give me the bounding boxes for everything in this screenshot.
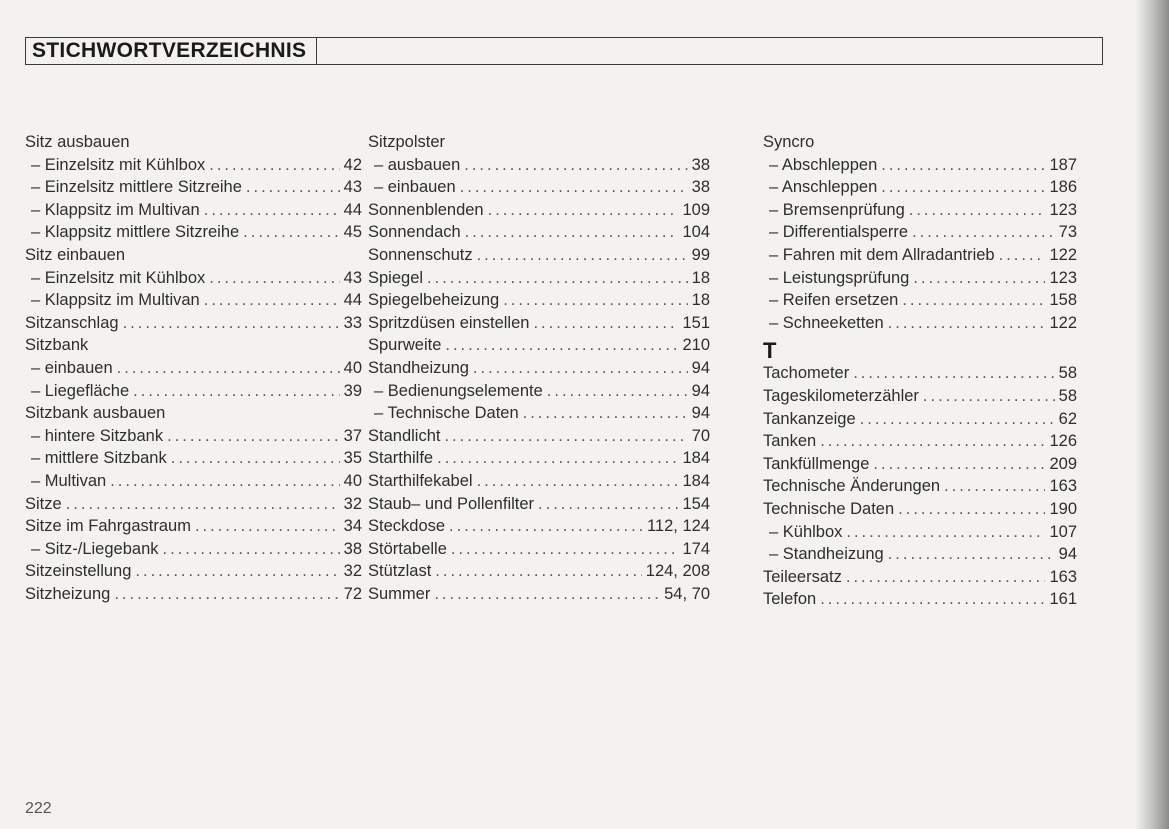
entry-label: Sitzbank ausbauen (25, 404, 166, 423)
entry-page: 163 (1049, 567, 1077, 586)
entry-label: – Schneeketten (769, 313, 884, 332)
index-column-2 (368, 131, 710, 605)
index-entry (368, 493, 710, 516)
entry-label: Starthilfekabel (368, 471, 473, 490)
entry-label: – Technische Daten (374, 404, 519, 423)
entry-page: 184 (682, 471, 710, 490)
index-entry (25, 402, 362, 425)
entry-page: 190 (1049, 499, 1077, 518)
index-entry (763, 408, 1077, 431)
entry-page: 109 (682, 200, 710, 219)
dot-leader (465, 221, 679, 244)
index-entry (368, 515, 710, 538)
index-entry (368, 380, 710, 403)
entry-label: Teileersatz (763, 567, 842, 586)
dot-leader (873, 453, 1045, 476)
entry-page: 161 (1049, 590, 1077, 609)
index-entry (368, 447, 710, 470)
entry-label: Starthilfe (368, 449, 434, 468)
index-entry (763, 244, 1077, 267)
entry-label: – Einzelsitz mit Kühlbox (31, 155, 206, 174)
index-entry (763, 430, 1077, 453)
entry-page: 39 (343, 381, 362, 400)
index-entry (368, 583, 710, 606)
entry-page: 40 (343, 358, 362, 377)
index-column-3 (763, 131, 1077, 611)
index-entry (25, 312, 362, 335)
entry-label: Sitzheizung (25, 584, 111, 603)
entry-page: 104 (682, 223, 710, 242)
dot-leader (860, 408, 1055, 431)
entry-label: – Liegefläche (31, 381, 130, 400)
dot-leader (523, 402, 688, 425)
index-entry (25, 425, 362, 448)
entry-page: 112, 124 (646, 517, 710, 536)
dot-leader (451, 538, 679, 561)
page-title: STICHWORTVERZEICHNIS (25, 37, 317, 65)
dot-leader (820, 430, 1045, 453)
index-entry (25, 583, 362, 606)
index-entry (763, 221, 1077, 244)
entry-page: 43 (343, 268, 362, 287)
index-entry (368, 221, 710, 244)
entry-page: 45 (343, 223, 362, 242)
index-entry (25, 447, 362, 470)
index-entry (763, 475, 1077, 498)
entry-page: 58 (1058, 386, 1077, 405)
index-entry (763, 498, 1077, 521)
dot-leader (460, 176, 688, 199)
dot-leader (902, 289, 1045, 312)
dot-leader (449, 515, 643, 538)
index-entry (368, 244, 710, 267)
index-entry (763, 362, 1077, 385)
dot-leader (944, 475, 1045, 498)
entry-page: 38 (691, 178, 710, 197)
dot-leader (538, 493, 678, 516)
dot-leader (913, 267, 1045, 290)
entry-page: 151 (682, 313, 710, 332)
entry-label: – mittlere Sitzbank (31, 449, 167, 468)
dot-leader (853, 362, 1054, 385)
entry-label: Tankfüllmenge (763, 454, 870, 473)
index-entry (763, 199, 1077, 222)
index-entry (763, 312, 1077, 335)
dot-leader (66, 493, 340, 516)
entry-page: 123 (1049, 200, 1077, 219)
index-entry (368, 538, 710, 561)
dot-leader (135, 560, 339, 583)
entry-label: Tachometer (763, 364, 850, 383)
entry-label: Steckdose (368, 517, 446, 536)
entry-page: 94 (691, 358, 710, 377)
entry-label: – Klappsitz im Multivan (31, 200, 200, 219)
entry-label: – Anschleppen (769, 178, 878, 197)
entry-label: – Einzelsitz mittlere Sitzreihe (31, 178, 242, 197)
entry-label: Stützlast (368, 562, 432, 581)
entry-label: Syncro (763, 133, 815, 151)
entry-label: Sitze (25, 494, 62, 513)
entry-page: 94 (691, 404, 710, 423)
dot-leader (117, 357, 340, 380)
entry-label: Standlicht (368, 426, 441, 445)
index-entry (763, 453, 1077, 476)
index-entry (368, 312, 710, 335)
index-entry (763, 543, 1077, 566)
dot-leader (533, 312, 678, 335)
entry-label: Spiegel (368, 268, 424, 287)
dot-leader (923, 385, 1055, 408)
index-entry (25, 131, 362, 154)
index-entry (368, 289, 710, 312)
entry-label: – Bremsenprüfung (769, 200, 905, 219)
entry-page: 124, 208 (645, 562, 710, 581)
entry-page: 34 (343, 517, 362, 536)
dot-leader (171, 447, 340, 470)
dot-leader (898, 498, 1045, 521)
dot-leader (163, 538, 340, 561)
entry-label: Sitze im Fahrgastraum (25, 517, 191, 536)
index-entry (25, 560, 362, 583)
dot-leader (167, 425, 340, 448)
entry-page: 54, 70 (664, 584, 710, 603)
dot-leader (435, 560, 641, 583)
entry-page: 209 (1049, 454, 1077, 473)
entry-label: – Abschleppen (769, 155, 878, 174)
entry-label: – Leistungsprüfung (769, 268, 910, 287)
entry-page: 70 (691, 426, 710, 445)
entry-page: 33 (343, 313, 362, 332)
entry-label: Standheizung (368, 358, 469, 377)
page-edge-shadow (1135, 0, 1169, 829)
entry-page: 38 (691, 155, 710, 174)
entry-page: 37 (343, 426, 362, 445)
index-entry (25, 334, 362, 357)
entry-page: 73 (1058, 223, 1077, 242)
entry-label: Sitzanschlag (25, 313, 119, 332)
dot-leader (445, 334, 678, 357)
index-entry (368, 334, 710, 357)
entry-page: 210 (682, 336, 710, 355)
dot-leader (123, 312, 340, 335)
dot-leader (888, 543, 1055, 566)
dot-leader (434, 583, 660, 606)
index-entry (368, 425, 710, 448)
entry-page: 158 (1049, 291, 1077, 310)
index-entry (25, 380, 362, 403)
index-entry (763, 588, 1077, 611)
entry-label: Sitz ausbauen (25, 133, 130, 151)
dot-leader (820, 588, 1045, 611)
index-entry (368, 470, 710, 493)
dot-leader (547, 380, 688, 403)
dot-leader (888, 312, 1046, 335)
entry-label: Sitzbank (25, 336, 89, 355)
entry-label: Sonnenblenden (368, 200, 484, 219)
entry-label: Spurweite (368, 336, 442, 355)
dot-leader (427, 267, 688, 290)
index-entry (368, 154, 710, 177)
entry-label: – Sitz-/Liegebank (31, 539, 159, 558)
dot-leader (204, 289, 340, 312)
entry-label: Sonnendach (368, 223, 461, 242)
entry-label: Tankanzeige (763, 409, 856, 428)
index-entry (25, 357, 362, 380)
dot-leader (114, 583, 339, 606)
letter-heading: T (763, 338, 777, 364)
dot-leader (195, 515, 340, 538)
entry-page: 44 (343, 200, 362, 219)
entry-page: 72 (343, 584, 362, 603)
index-entry (763, 267, 1077, 290)
index-entry (25, 289, 362, 312)
entry-page: 18 (691, 268, 710, 287)
index-entry (368, 357, 710, 380)
index-entry (368, 131, 710, 154)
entry-label: – Kühlbox (769, 522, 843, 541)
dot-leader (246, 176, 340, 199)
index-entry (763, 521, 1077, 544)
entry-page: 99 (691, 245, 710, 264)
entry-page: 35 (343, 449, 362, 468)
entry-label: – Bedienungselemente (374, 381, 543, 400)
entry-label: Tageskilometerzähler (763, 386, 919, 405)
entry-label: Störtabelle (368, 539, 447, 558)
index-entry (25, 221, 362, 244)
index-entry (368, 402, 710, 425)
section-header (25, 37, 1103, 65)
dot-leader (846, 566, 1046, 589)
dot-leader (881, 176, 1045, 199)
index-entry (25, 154, 362, 177)
index-entry (763, 289, 1077, 312)
entry-page: 186 (1049, 178, 1077, 197)
entry-label: – Fahren mit dem Allradantrieb (769, 245, 995, 264)
dot-leader (909, 199, 1046, 222)
entry-label: – Klappsitz mittlere Sitzreihe (31, 223, 240, 242)
entry-label: Spiegelbeheizung (368, 291, 500, 310)
index-entry (25, 493, 362, 516)
index-entry (763, 385, 1077, 408)
entry-label: – Standheizung (769, 545, 884, 564)
index-entry (25, 515, 362, 538)
entry-page: 184 (682, 449, 710, 468)
entry-page: 107 (1049, 522, 1077, 541)
entry-page: 38 (343, 539, 362, 558)
index-entry (368, 176, 710, 199)
dot-leader (209, 267, 339, 290)
entry-page: 32 (343, 494, 362, 513)
entry-page: 187 (1049, 155, 1077, 174)
dot-leader (464, 154, 687, 177)
entry-label: Staub– und Pollenfilter (368, 494, 535, 513)
entry-label: Sonnenschutz (368, 245, 473, 264)
dot-leader (110, 470, 339, 493)
entry-page: 123 (1049, 268, 1077, 287)
index-entry (368, 267, 710, 290)
dot-leader (477, 244, 688, 267)
index-entry (763, 566, 1077, 589)
dot-leader (133, 380, 339, 403)
dot-leader (999, 244, 1046, 267)
entry-page: 94 (1058, 545, 1077, 564)
entry-page: 163 (1049, 477, 1077, 496)
entry-label: Spritzdüsen einstellen (368, 313, 530, 332)
entry-label: – Multivan (31, 471, 107, 490)
index-entry (25, 199, 362, 222)
entry-page: 62 (1058, 409, 1077, 428)
entry-page: 42 (343, 155, 362, 174)
dot-leader (209, 154, 339, 177)
entry-label: Sitz einbauen (25, 245, 125, 264)
entry-label: – ausbauen (374, 155, 461, 174)
entry-page: 126 (1049, 432, 1077, 451)
entry-label: Telefon (763, 590, 817, 609)
entry-page: 94 (691, 381, 710, 400)
dot-leader (846, 521, 1045, 544)
entry-label: Sitzpolster (368, 133, 446, 151)
entry-label: – einbauen (374, 178, 456, 197)
entry-label: – Einzelsitz mit Kühlbox (31, 268, 206, 287)
entry-page: 44 (343, 291, 362, 310)
index-entry (25, 267, 362, 290)
entry-label: Tanken (763, 432, 817, 451)
dot-leader (503, 289, 687, 312)
dot-leader (243, 221, 339, 244)
entry-page: 40 (343, 471, 362, 490)
entry-page: 58 (1058, 364, 1077, 383)
entry-label: Technische Daten (763, 499, 895, 518)
entry-label: Technische Änderungen (763, 477, 941, 496)
entry-page: 18 (691, 291, 710, 310)
index-entry (25, 470, 362, 493)
index-entry (763, 176, 1077, 199)
dot-leader (488, 199, 679, 222)
entry-page: 43 (343, 178, 362, 197)
entry-label: – einbauen (31, 358, 113, 377)
dot-leader (881, 154, 1045, 177)
index-entry (25, 244, 362, 267)
entry-label: – Differentialsperre (769, 223, 909, 242)
entry-label: – Reifen ersetzen (769, 291, 899, 310)
index-entry (25, 176, 362, 199)
dot-leader (437, 447, 678, 470)
index-entry (25, 538, 362, 561)
page-number: 222 (25, 800, 52, 817)
index-entry (763, 154, 1077, 177)
index-column-1 (25, 131, 362, 605)
entry-page: 174 (682, 539, 710, 558)
dot-leader (444, 425, 687, 448)
index-entry (368, 560, 710, 583)
dot-leader (204, 199, 340, 222)
index-entry (763, 131, 1077, 154)
entry-page: 122 (1049, 245, 1077, 264)
entry-label: Sitzeinstellung (25, 562, 132, 581)
index-entry (368, 199, 710, 222)
dot-leader (473, 357, 688, 380)
entry-page: 122 (1049, 313, 1077, 332)
entry-page: 154 (682, 494, 710, 513)
entry-label: – Klappsitz im Multivan (31, 291, 200, 310)
entry-label: Summer (368, 584, 431, 603)
dot-leader (477, 470, 679, 493)
entry-page: 32 (343, 562, 362, 581)
dot-leader (912, 221, 1055, 244)
entry-label: – hintere Sitzbank (31, 426, 164, 445)
header-right-rule (1102, 37, 1103, 65)
